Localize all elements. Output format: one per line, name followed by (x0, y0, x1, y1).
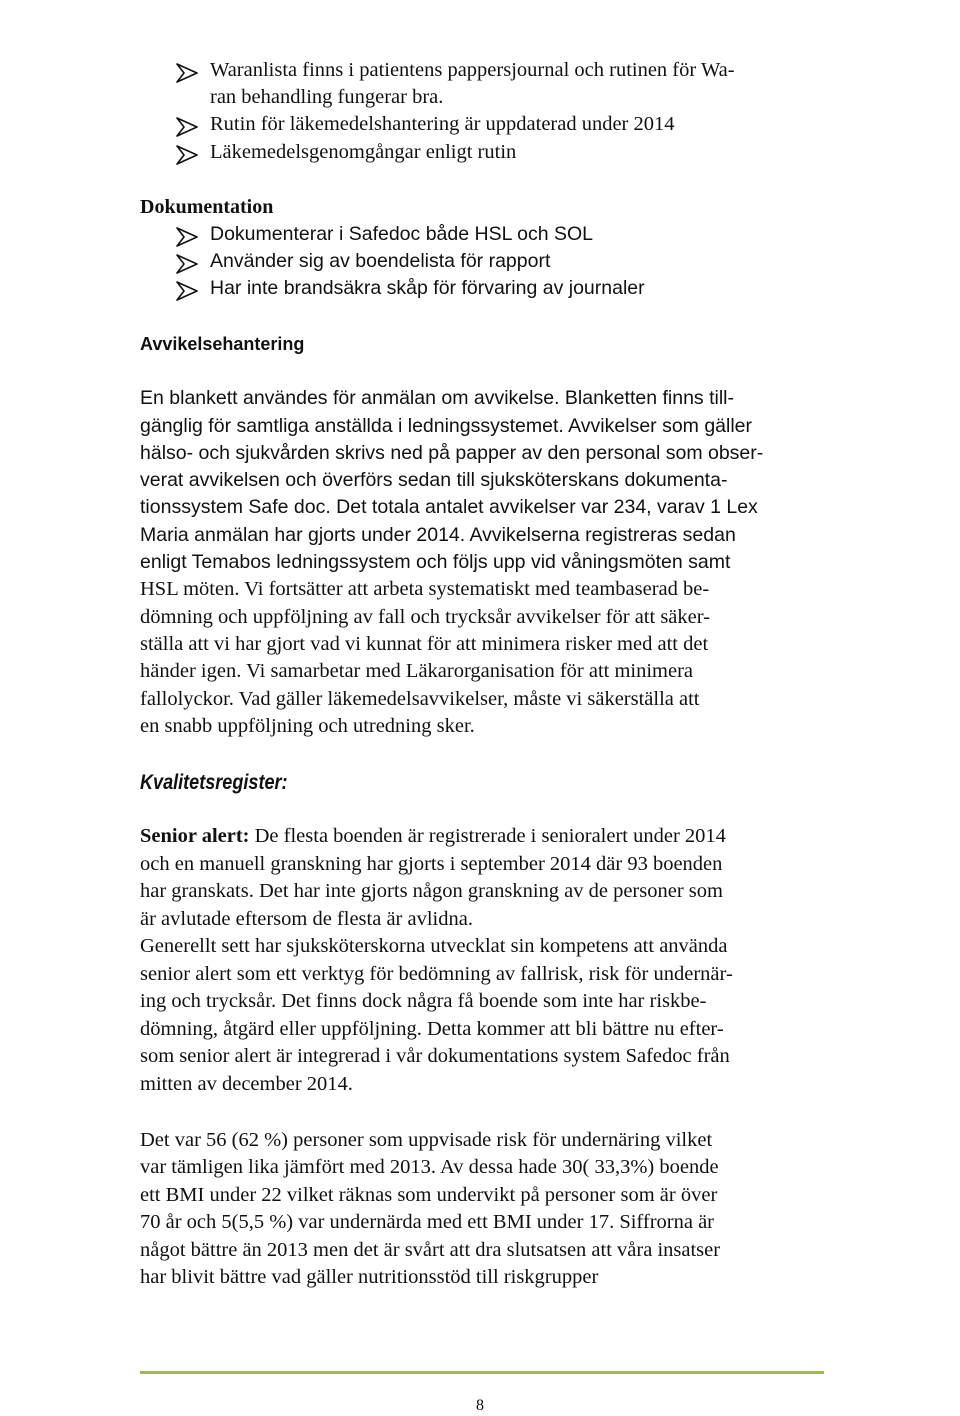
footer-rule (140, 1371, 824, 1374)
paragraph-line: och en manuell granskning har gjorts i september 2014 där 93 boenden (140, 853, 723, 875)
paragraph-line: enligt Temabos ledningssystem och följs upp vid våningsmöten samt (140, 551, 731, 573)
arrow-bullet-icon (176, 227, 198, 247)
arrow-bullet-icon (176, 63, 198, 83)
paragraph-line: Maria anmälan har gjorts under 2014. Avvikelserna registreras sedan (140, 524, 736, 546)
paragraph-line: var tämligen lika jämfört med 2013. Av dessa hade 30( 33,3%) boende (140, 1156, 719, 1178)
paragraph-line: är avlutade eftersom de flesta är avlidna. (140, 908, 473, 930)
paragraph-line: Det var 56 (62 %) personer som uppvisade risk för undernäring vilket (140, 1129, 713, 1151)
paragraph-text: De flesta boenden är registrerade i senioralert under 2014 (249, 825, 726, 847)
paragraph-line: ing och trycksår. Det finns dock några få boende som inte har riskbe- (140, 990, 707, 1012)
paragraph-line: gänglig för samtliga anställda i ledningssystemet. Avvikelser som gäller (140, 415, 753, 437)
paragraph-line: senior alert som ett verktyg för bedömning av fallrisk, risk för undernär- (140, 963, 733, 985)
paragraph-line: en snabb uppföljning och utredning sker. (140, 715, 475, 737)
page-number: 8 (476, 1397, 484, 1414)
senior-alert-label: Senior alert: (140, 825, 250, 847)
arrow-bullet-icon (176, 117, 198, 137)
paragraph-line: har blivit bättre vad gäller nutritionsstöd till riskgrupper (140, 1266, 599, 1288)
paragraph-line: ställa att vi har gjort vad vi kunnat för att minimera risker med att det (140, 633, 709, 655)
paragraph-line: har granskats. Det har inte gjorts någon granskning av de personer som (140, 880, 723, 902)
arrow-bullet-icon (176, 254, 198, 274)
section-heading-kvalitetsregister: Kvalitetsregister: (140, 771, 288, 794)
paragraph-line (140, 823, 726, 850)
section-heading-dokumentation: Dokumentation (140, 196, 274, 218)
arrow-bullet-icon (176, 145, 198, 165)
paragraph-line: som senior alert är integrerad i vår dokumentations system Safedoc från (140, 1045, 730, 1067)
bullet-text: Läkemedelsgenomgångar enligt rutin (210, 141, 517, 163)
paragraph-line: Generellt sett har sjuksköterskorna utvecklat sin kompetens att använda (140, 935, 728, 957)
paragraph-line: 70 år och 5(5,5 %) var undernärda med ett BMI under 17. Siffrorna är (140, 1211, 714, 1233)
bullet-text: ran behandling fungerar bra. (210, 86, 444, 108)
bullet-text: Har inte brandsäkra skåp för förvaring av journaler (210, 277, 645, 299)
paragraph-line: verat avvikelsen och överförs sedan till sjuksköterskans dokumenta- (140, 469, 728, 491)
paragraph-line: hälso- och sjukvården skrivs ned på papper av den personal som obser- (140, 442, 764, 464)
paragraph-line: något bättre än 2013 men det är svårt att dra slutsatsen att våra insatser (140, 1239, 721, 1261)
paragraph-line: HSL möten. Vi fortsätter att arbeta systematiskt med teambaserad be- (140, 578, 710, 600)
bullet-text: Rutin för läkemedelshantering är uppdaterad under 2014 (210, 113, 675, 135)
paragraph-line: En blankett användes för anmälan om avvikelse. Blanketten finns till- (140, 387, 734, 409)
paragraph-line: mitten av december 2014. (140, 1073, 353, 1095)
bullet-text: Dokumenterar i Safedoc både HSL och SOL (210, 223, 593, 245)
paragraph-line: ett BMI under 22 vilket räknas som undervikt på personer som är över (140, 1184, 718, 1206)
paragraph-line: tionssystem Safe doc. Det totala antalet avvikelser var 234, varav 1 Lex (140, 496, 758, 518)
section-heading-avvikelsehantering: Avvikelsehantering (140, 334, 305, 354)
paragraph-line: dömning, åtgärd eller uppföljning. Detta kommer att bli bättre nu efter- (140, 1018, 724, 1040)
paragraph-line: dömning och uppföljning av fall och trycksår avvikelser för att säker- (140, 606, 710, 628)
arrow-bullet-icon (176, 281, 198, 301)
bullet-text: Waranlista finns i patientens pappersjournal och rutinen för Wa- (210, 59, 735, 81)
paragraph-line: fallolyckor. Vad gäller läkemedelsavvikelser, måste vi säkerställa att (140, 688, 700, 710)
bullet-text: Använder sig av boendelista för rapport (210, 250, 551, 272)
paragraph-line: händer igen. Vi samarbetar med Läkarorganisation för att minimera (140, 660, 694, 682)
